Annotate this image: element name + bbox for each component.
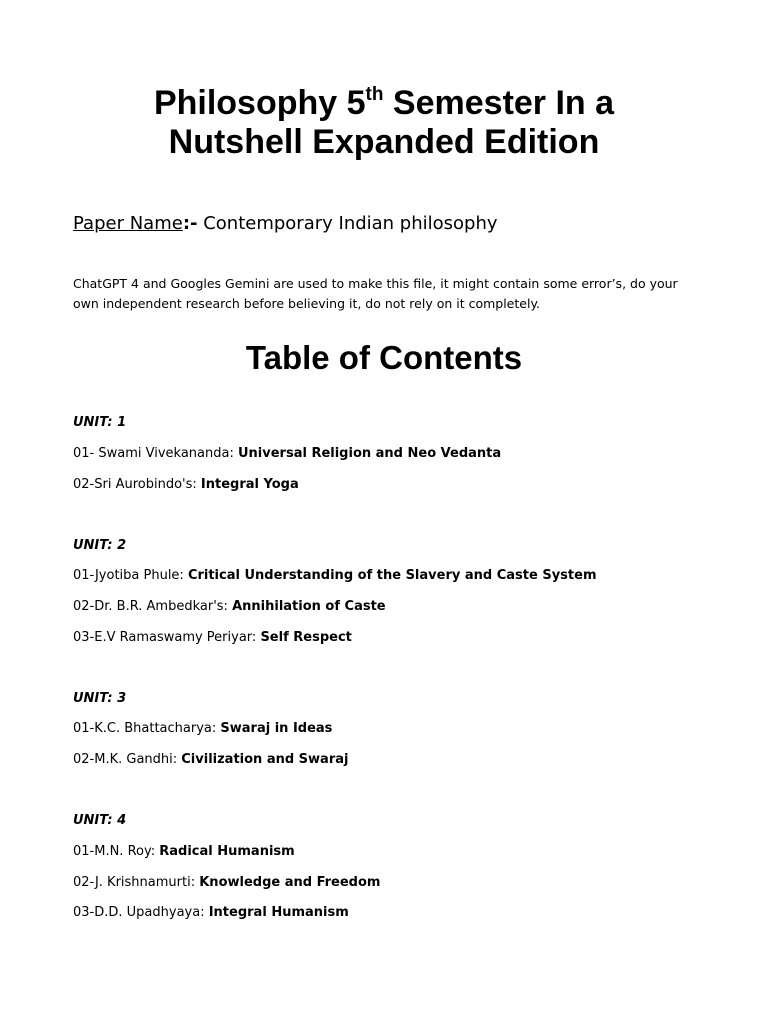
toc-entry-topic: Integral Yoga <box>200 477 299 492</box>
toc-entry-topic: Self Respect <box>260 630 352 645</box>
document-title <box>0 84 768 162</box>
unit-label: UNIT: 3 <box>73 691 127 706</box>
paper-name-label: Paper Name <box>73 213 183 234</box>
toc-entry <box>73 874 380 892</box>
document-title-line-1 <box>0 84 768 123</box>
toc-entry-author: 03-E.V Ramaswamy Periyar: <box>73 630 261 645</box>
toc-heading: Table of Contents <box>245 339 523 376</box>
toc-entry-author: 02-Dr. B.R. Ambedkar's: <box>73 599 233 614</box>
unit-label: UNIT: 4 <box>73 813 127 828</box>
toc-entry-topic: Swaraj in Ideas <box>220 721 333 736</box>
toc-entry-topic: Radical Humanism <box>159 844 295 859</box>
toc-entry <box>73 843 295 861</box>
paper-name-value: Contemporary Indian philosophy <box>197 213 498 234</box>
toc-entry <box>73 904 349 922</box>
unit-label: UNIT: 1 <box>73 415 127 430</box>
toc-entry <box>73 598 386 616</box>
toc-entry <box>73 445 501 463</box>
toc-entry <box>73 629 352 647</box>
toc-entry-author: 03-D.D. Upadhyaya: <box>73 905 209 920</box>
toc-entry-author: 01-K.C. Bhattacharya: <box>73 721 221 736</box>
document-title-line-2: Nutshell Expanded Edition <box>168 123 600 161</box>
toc-entry <box>73 567 597 585</box>
toc-entry-author: 01-M.N. Roy: <box>73 844 160 859</box>
unit-label: UNIT: 2 <box>73 538 127 553</box>
toc-entry <box>73 751 348 769</box>
toc-entry-topic: Integral Humanism <box>208 905 349 920</box>
toc-entry <box>73 720 332 738</box>
toc-entry-topic: Knowledge and Freedom <box>199 875 381 890</box>
title-text-start: Philosophy 5 <box>153 84 366 122</box>
toc-entry <box>73 476 299 494</box>
toc-entry-author: 02-M.K. Gandhi: <box>73 752 182 767</box>
toc-entry-topic: Annihilation of Caste <box>232 599 386 614</box>
toc-entry-author: 01- Swami Vivekananda: <box>73 446 238 461</box>
paper-name-separator: :- <box>182 213 198 234</box>
title-superscript: th <box>365 84 384 105</box>
toc-entry-topic: Civilization and Swaraj <box>181 752 349 767</box>
paper-name-line <box>73 211 498 237</box>
title-text-end: Semester In a <box>383 84 615 122</box>
disclaimer-text: ChatGPT 4 and Googles Gemini are used to make this file, it might contain some error’s, do your own independent research before believing it, do not rely on it completely. <box>73 276 678 311</box>
toc-entry-topic: Critical Understanding of the Slavery and Caste System <box>187 568 597 583</box>
toc-entry-author: 01-Jyotiba Phule: <box>73 568 188 583</box>
toc-entry-author: 02-J. Krishnamurti: <box>73 875 200 890</box>
toc-entry-topic: Universal Religion and Neo Vedanta <box>237 446 502 461</box>
toc-entry-author: 02-Sri Aurobindo's: <box>73 477 201 492</box>
